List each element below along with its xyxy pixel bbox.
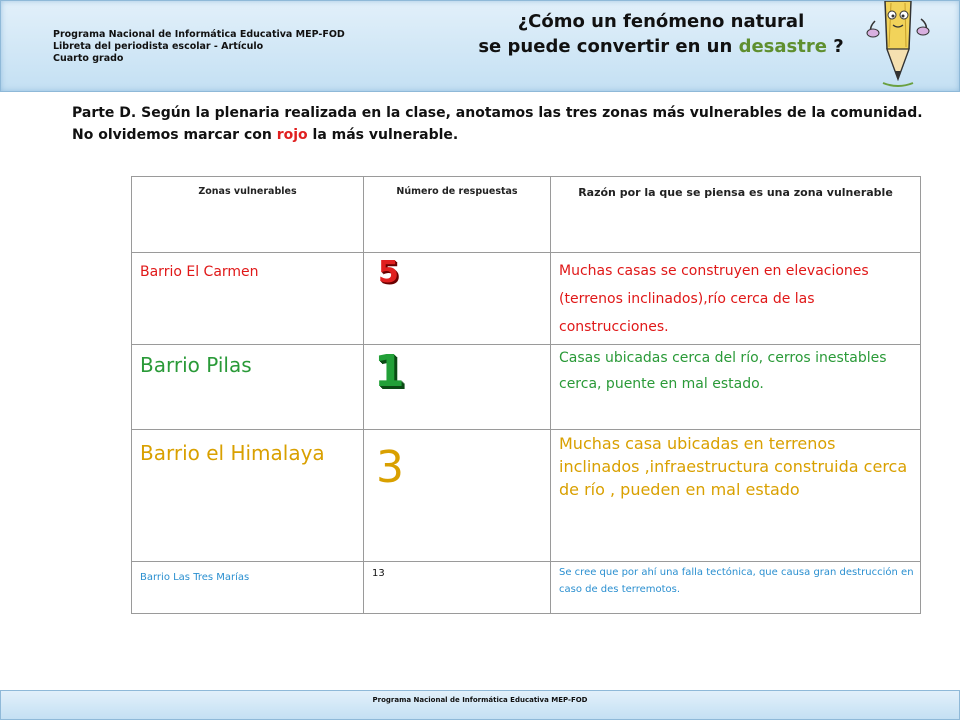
zone-cell: Barrio Las Tres Marías [132,562,364,614]
title-line-2 [441,34,881,59]
table-row [132,562,921,614]
grade-line: Cuarto grado [53,53,124,64]
instructions-red-word: rojo [276,127,308,143]
instructions-text-end: la más vulnerable. [307,127,459,143]
instructions-paragraph [72,102,932,146]
program-info [53,29,345,65]
header-zones: Zonas vulnerables [132,177,364,253]
reason-cell: Se cree que por ahí una falla tectónica, que causa gran destrucción en caso de des terremotos. [551,562,921,614]
reason-cell: Casas ubicadas cerca del río, cerros inestables cerca, puente en mal estado. [551,345,921,430]
table-row [132,253,921,345]
reason-cell: Muchas casas se construyen en elevaciones (terrenos inclinados),río cerca de las construcciones. [551,253,921,345]
header-banner [0,0,960,92]
notebook-line: Libreta del periodista escolar - Artículo [53,41,264,52]
zone-cell: Barrio el Himalaya [132,430,364,562]
header-responses: Número de respuestas [364,177,551,253]
vulnerable-zones-table [131,176,921,614]
count-cell: 13 [364,562,551,614]
title-line-2-start: se puede convertir en un [478,36,739,57]
title-line-1: ¿Cómo un fenómeno natural [517,11,805,32]
count-cell: 5 [364,253,551,345]
count-cell: 1 [364,345,551,430]
header-reason: Razón por la que se piensa es una zona vulnerable [551,177,921,253]
title-accent-word: desastre [738,36,827,57]
title-line-2-end: ? [826,36,844,57]
page-title [441,9,881,59]
instructions-text: Parte D. Según la plenaria realizada en la clase, anotamos las tres zonas más vulnerables de la comunidad. No olvidemos marcar con [72,105,923,143]
zone-cell: Barrio Pilas [132,345,364,430]
footer-banner [0,690,960,720]
zone-cell: Barrio El Carmen [132,253,364,345]
program-line: Programa Nacional de Informática Educativa MEP-FOD [53,29,345,40]
table-row [132,345,921,430]
pencil-mascot-icon [863,1,933,91]
footer-text: Programa Nacional de Informática Educativa MEP-FOD [372,696,588,704]
count-cell: 3 [364,430,551,562]
table-header-row [132,177,921,253]
reason-cell: Muchas casa ubicadas en terrenos inclinados ,infraestructura construida cerca de río , pueden en mal estado [551,430,921,562]
table-row [132,430,921,562]
